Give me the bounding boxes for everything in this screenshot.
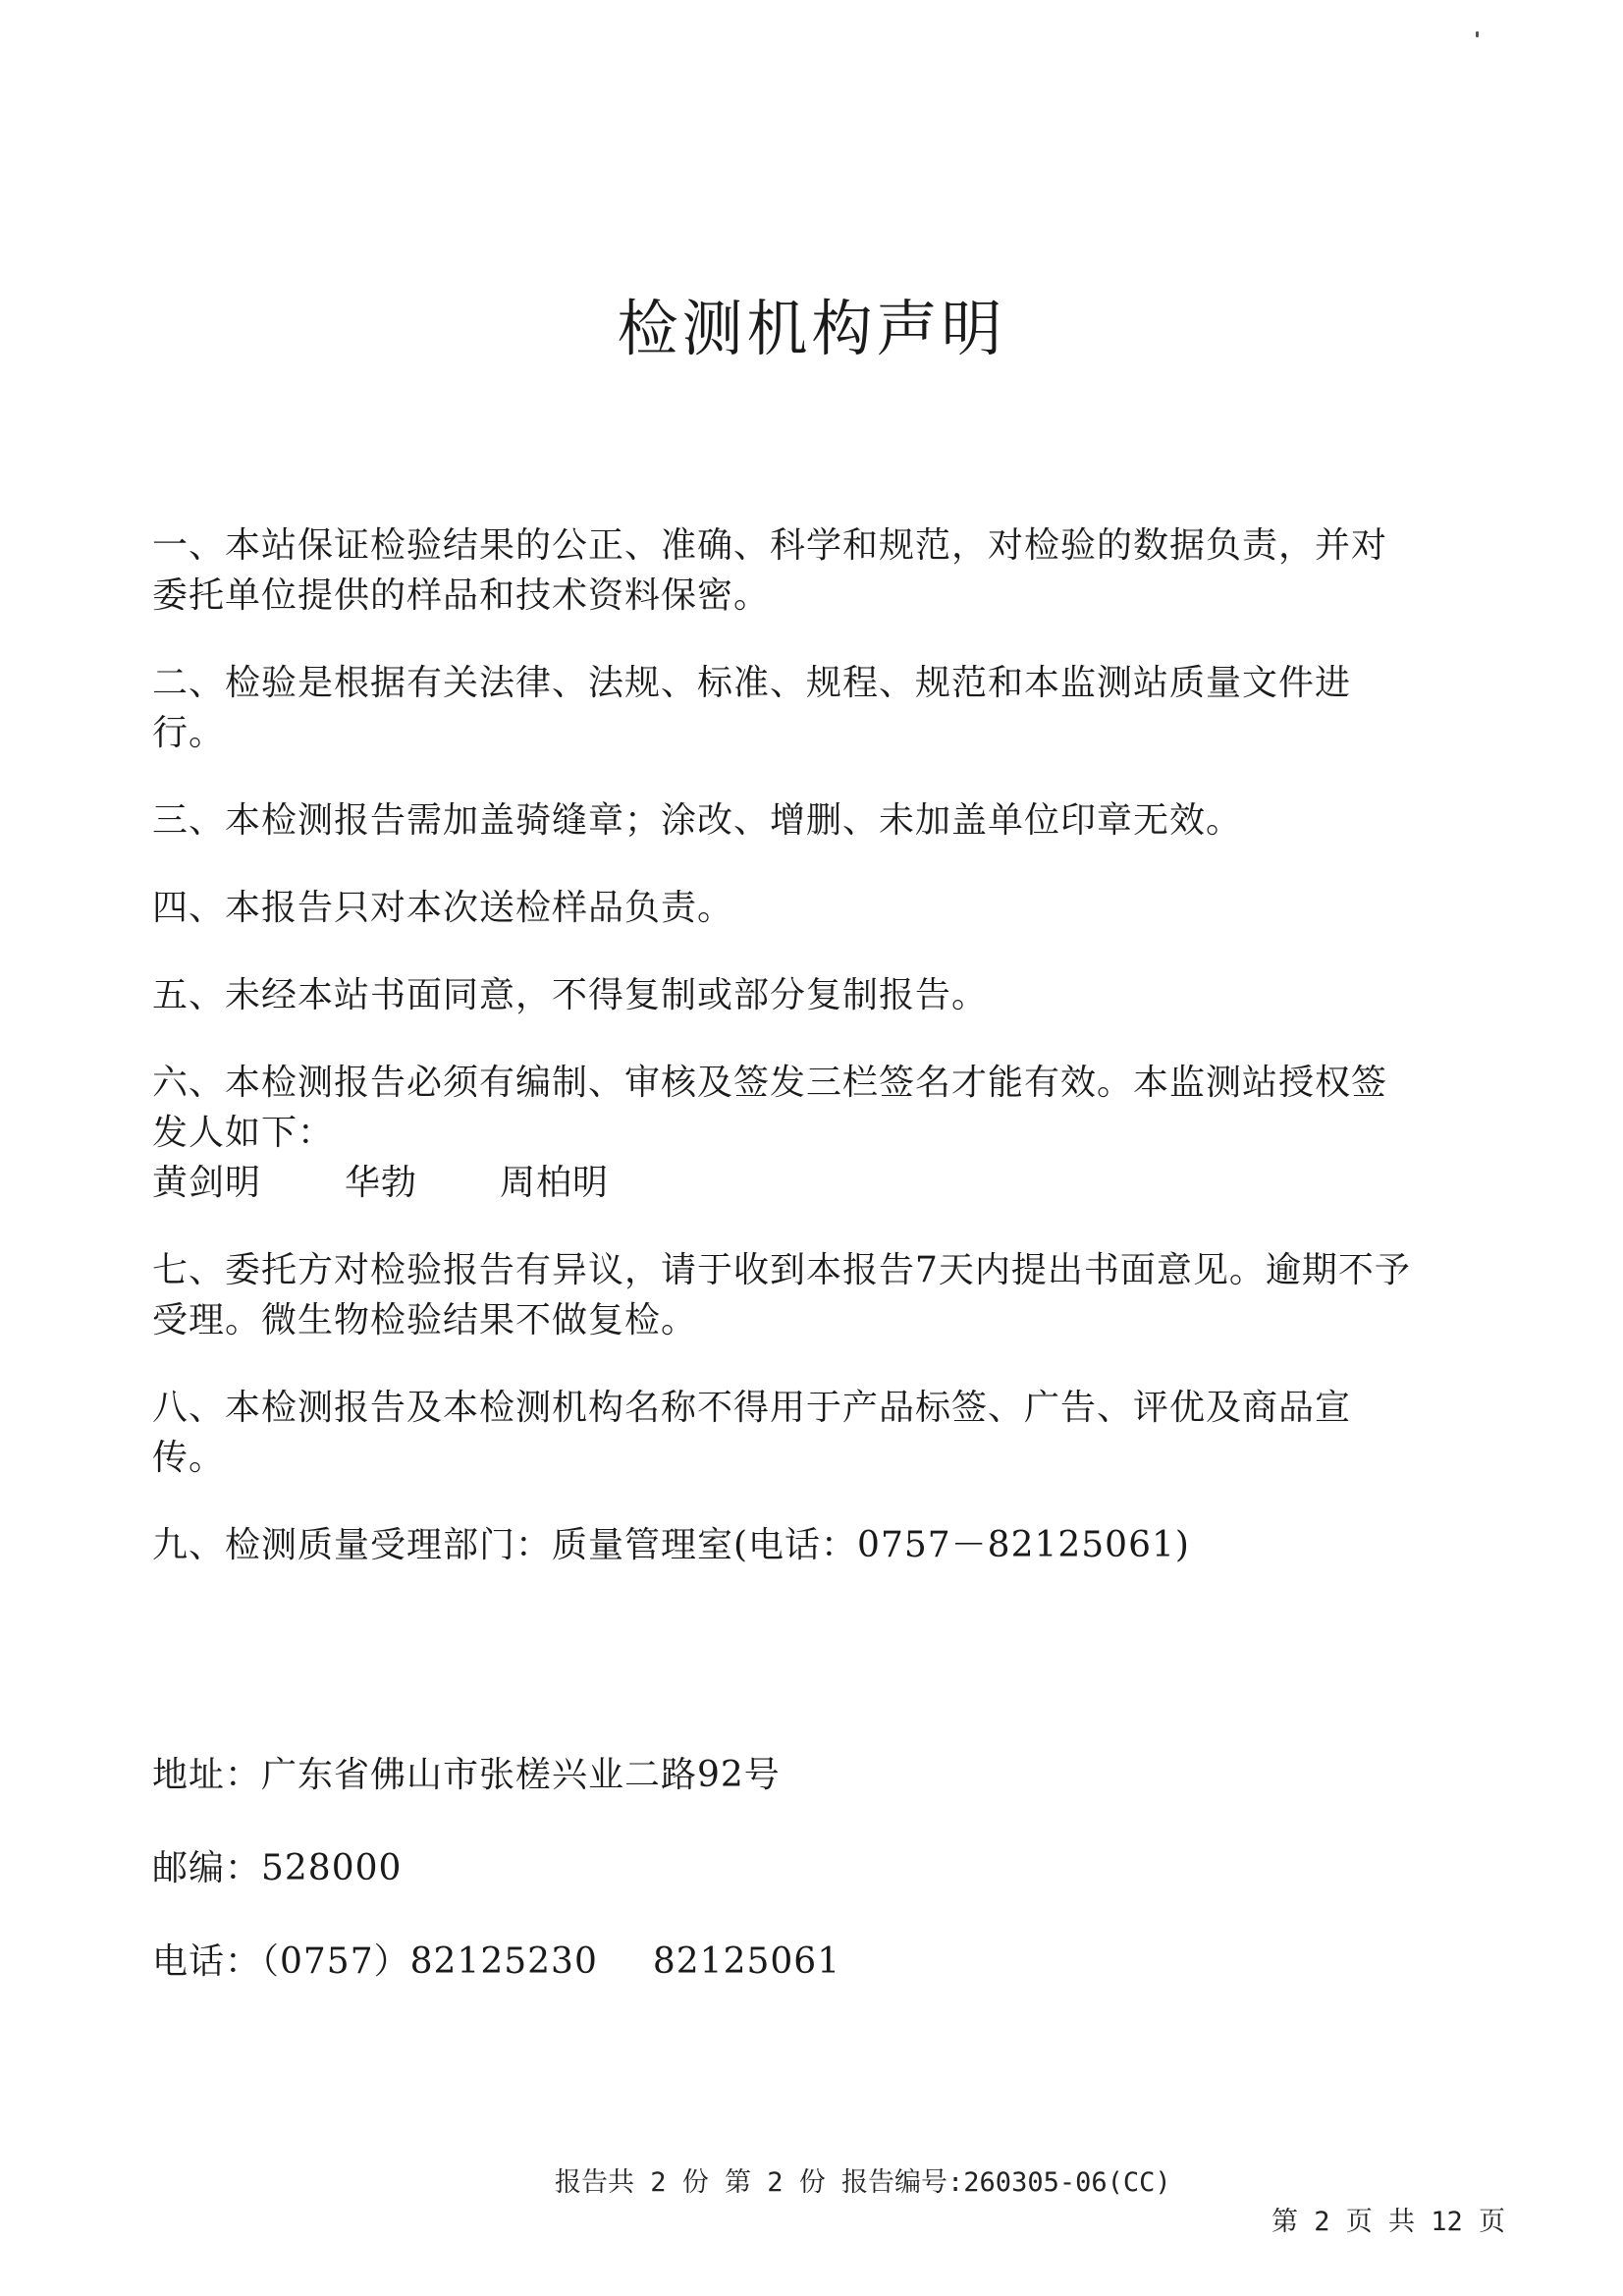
statement-item-2: 二、检验是根据有关法律、法规、标准、规程、规范和本监测站质量文件进行。 bbox=[152, 663, 1352, 753]
statement-item-6: 六、本检测报告必须有编制、审核及签发三栏签名才能有效。本监测站授权签发人如下： bbox=[152, 1063, 1388, 1153]
statement-list bbox=[152, 520, 1419, 1608]
report-copy-info: 报告共 2 份 第 2 份 报告编号:260305-06(CC) bbox=[555, 2167, 1171, 2198]
statement-item-4: 四、本报告只对本次送检样品负责。 bbox=[152, 888, 734, 928]
address-line: 地址：广东省佛山市张槎兴业二路92号 bbox=[152, 1755, 781, 1795]
statement-item-1: 一、本站保证检验结果的公正、准确、科学和规范，对检验的数据负责，并对委托单位提供的样品和技术资料保密。 bbox=[152, 525, 1388, 616]
page-number: 第 2 页 共 12 页 bbox=[1271, 2207, 1506, 2237]
statement-item-5: 五、未经本站书面同意，不得复制或部分复制报告。 bbox=[152, 975, 989, 1015]
signer-name: 黄剑明 bbox=[152, 1163, 262, 1203]
statement-item-9: 九、检测质量受理部门：质量管理室(电话：0757－82125061) bbox=[152, 1525, 1190, 1565]
signer-name: 周柏明 bbox=[500, 1163, 610, 1203]
phone-line bbox=[152, 1937, 1330, 1987]
authorized-signers bbox=[152, 1158, 1419, 1208]
contact-info bbox=[152, 1750, 1330, 2030]
scan-artifact-mark bbox=[1476, 31, 1479, 37]
postcode-line: 邮编：528000 bbox=[152, 1848, 403, 1888]
signer-name: 华勃 bbox=[345, 1163, 418, 1203]
phone-primary: 电话：（0757）82125230 bbox=[152, 1941, 598, 1982]
page-title: 检测机构声明 bbox=[617, 293, 1006, 364]
statement-item-6-block bbox=[152, 1058, 1419, 1208]
statement-item-8: 八、本检测报告及本检测机构名称不得用于产品标签、广告、评优及商品宣传。 bbox=[152, 1388, 1352, 1478]
statement-item-3: 三、本检测报告需加盖骑缝章；涂改、增删、未加盖单位印章无效。 bbox=[152, 800, 1243, 841]
statement-item-7: 七、委托方对检验报告有异议，请于收到本报告7天内提出书面意见。逾期不予受理。微生物检验结果不做复检。 bbox=[152, 1250, 1411, 1340]
phone-secondary: 82125061 bbox=[652, 1941, 841, 1982]
